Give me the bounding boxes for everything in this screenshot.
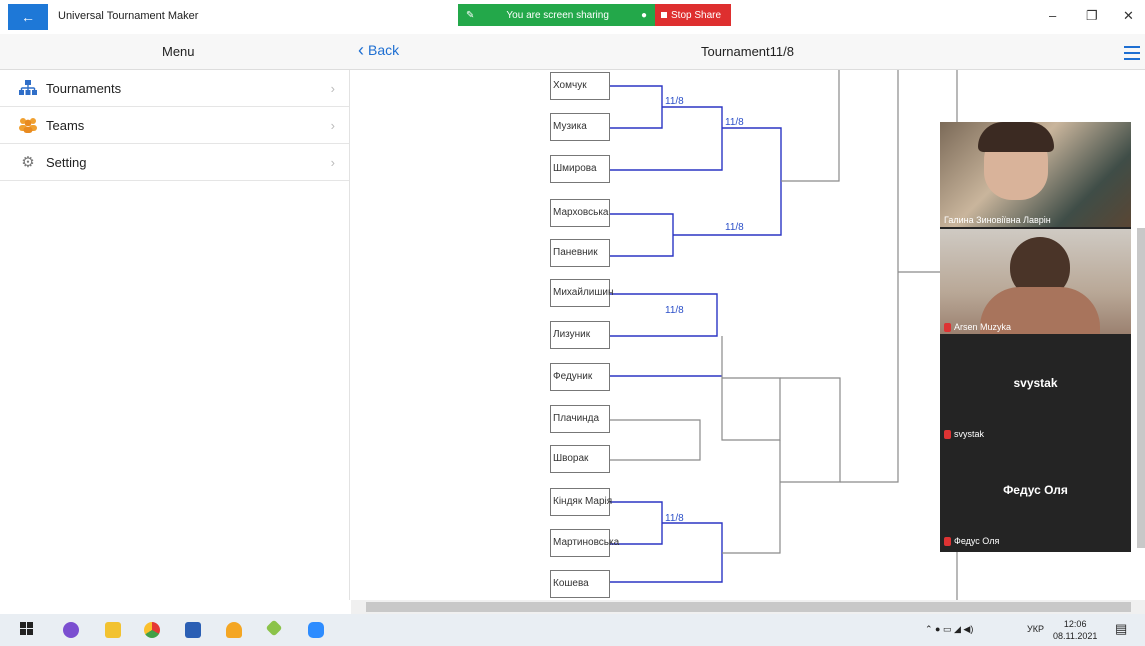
shield-icon: ● (640, 9, 647, 21)
chrome-icon[interactable] (144, 622, 160, 638)
match-date-label: 11/8 (665, 96, 684, 107)
menu-title: Menu (162, 44, 195, 59)
participant-center-name: svystak (1013, 376, 1058, 390)
clock[interactable] (1053, 618, 1097, 642)
participant-center-name: Федус Оля (1003, 483, 1068, 497)
window-title-bar (0, 0, 1145, 34)
zoom-app-icon[interactable] (308, 622, 324, 638)
participant-name: Arsen Muzyka (944, 322, 1011, 332)
video-tile[interactable] (940, 229, 1131, 334)
participant-box[interactable]: Федуник (550, 363, 610, 391)
video-tile[interactable] (940, 122, 1131, 227)
shield-app-icon[interactable] (226, 622, 242, 638)
mic-muted-icon (944, 430, 951, 439)
chevron-right-icon: › (330, 81, 335, 96)
system-tray-icons[interactable]: ⌃ ● ▭ ◢ ◀) (925, 624, 974, 634)
page-title: Tournament11/8 (701, 44, 794, 59)
notification-icon[interactable]: ▤ (1115, 621, 1128, 636)
arrow-left-icon: ← (21, 9, 35, 25)
participant-box[interactable]: Мартиновська (550, 529, 610, 557)
video-participants-panel[interactable] (940, 122, 1131, 552)
windows-taskbar (0, 614, 1145, 646)
clock-time: 12:06 (1063, 619, 1087, 629)
sidebar-item-label: Setting (46, 154, 87, 170)
chevron-right-icon: › (330, 118, 335, 133)
participant-box[interactable]: Музика (550, 113, 610, 141)
file-explorer-icon[interactable] (105, 622, 121, 638)
close-button[interactable]: ✕ (1123, 8, 1134, 23)
screen-share-bar (458, 4, 731, 26)
stop-icon (661, 12, 667, 18)
participant-box[interactable]: Михайлишин (550, 279, 610, 307)
viber-icon[interactable] (63, 622, 79, 638)
back-label: Back (368, 42, 400, 58)
match-date-label: 11/8 (665, 513, 684, 524)
participant-box[interactable]: Марховська (550, 199, 610, 227)
match-date-label: 11/8 (725, 222, 744, 233)
match-date-label: 11/8 (665, 305, 684, 316)
participant-box[interactable]: Кіндяк Марія (550, 488, 610, 516)
vertical-scrollbar-thumb[interactable] (1137, 228, 1145, 548)
scrollbar-thumb[interactable] (366, 602, 1131, 612)
video-tile[interactable] (940, 443, 1131, 548)
sidebar-item-setting[interactable] (0, 144, 349, 181)
participant-box[interactable]: Паневник (550, 239, 610, 267)
stop-share-button[interactable] (655, 4, 731, 26)
hamburger-menu-icon[interactable] (1124, 46, 1140, 60)
horizontal-scrollbar[interactable] (351, 600, 1145, 614)
windows-start-icon[interactable] (20, 622, 36, 638)
share-status-pill[interactable] (458, 4, 655, 26)
sidebar-menu (0, 70, 350, 600)
participant-box[interactable]: Плачинда (550, 405, 610, 433)
participant-box[interactable]: Шворак (550, 445, 610, 473)
sidebar-item-tournaments[interactable] (0, 70, 349, 107)
participant-box[interactable]: Кошева (550, 570, 610, 598)
mic-muted-icon (944, 537, 951, 546)
tournament-tree-icon (18, 80, 38, 96)
back-button[interactable] (358, 42, 399, 58)
language-indicator[interactable]: УКР (1027, 624, 1044, 634)
participant-box[interactable]: Лизуник (550, 321, 610, 349)
app-header (0, 34, 1145, 70)
participant-box[interactable]: Шмирова (550, 155, 610, 183)
chevron-right-icon: › (330, 155, 335, 170)
share-drag-icon: ✎ (466, 9, 475, 21)
participant-name: svystak (944, 429, 984, 439)
sidebar-item-label: Teams (46, 117, 85, 133)
participant-name: Галина Зиновіївна Лаврін (944, 215, 1051, 225)
stop-share-label: Stop Share (671, 9, 722, 21)
clock-date: 08.11.2021 (1053, 631, 1098, 641)
match-date-label: 11/8 (725, 117, 744, 128)
restore-button[interactable]: ❐ (1086, 8, 1098, 23)
minimize-button[interactable]: – (1049, 8, 1057, 23)
team-people-icon (18, 117, 38, 133)
video-tile[interactable] (940, 336, 1131, 441)
word-icon[interactable] (185, 622, 201, 638)
app-title: Universal Tournament Maker (58, 10, 199, 22)
gear-icon: ⚙ (21, 154, 35, 171)
participant-hair-image (978, 122, 1054, 152)
participant-name: Федус Оля (944, 536, 999, 546)
sidebar-item-teams[interactable] (0, 107, 349, 144)
mic-muted-icon (944, 323, 951, 332)
paint-app-icon[interactable] (266, 620, 283, 637)
participant-box[interactable]: Хомчук (550, 72, 610, 100)
window-back-button[interactable] (8, 4, 48, 30)
chevron-left-icon: ‹ (358, 40, 364, 60)
sidebar-item-label: Tournaments (46, 80, 122, 96)
share-status-text: You are screen sharing (506, 9, 609, 21)
